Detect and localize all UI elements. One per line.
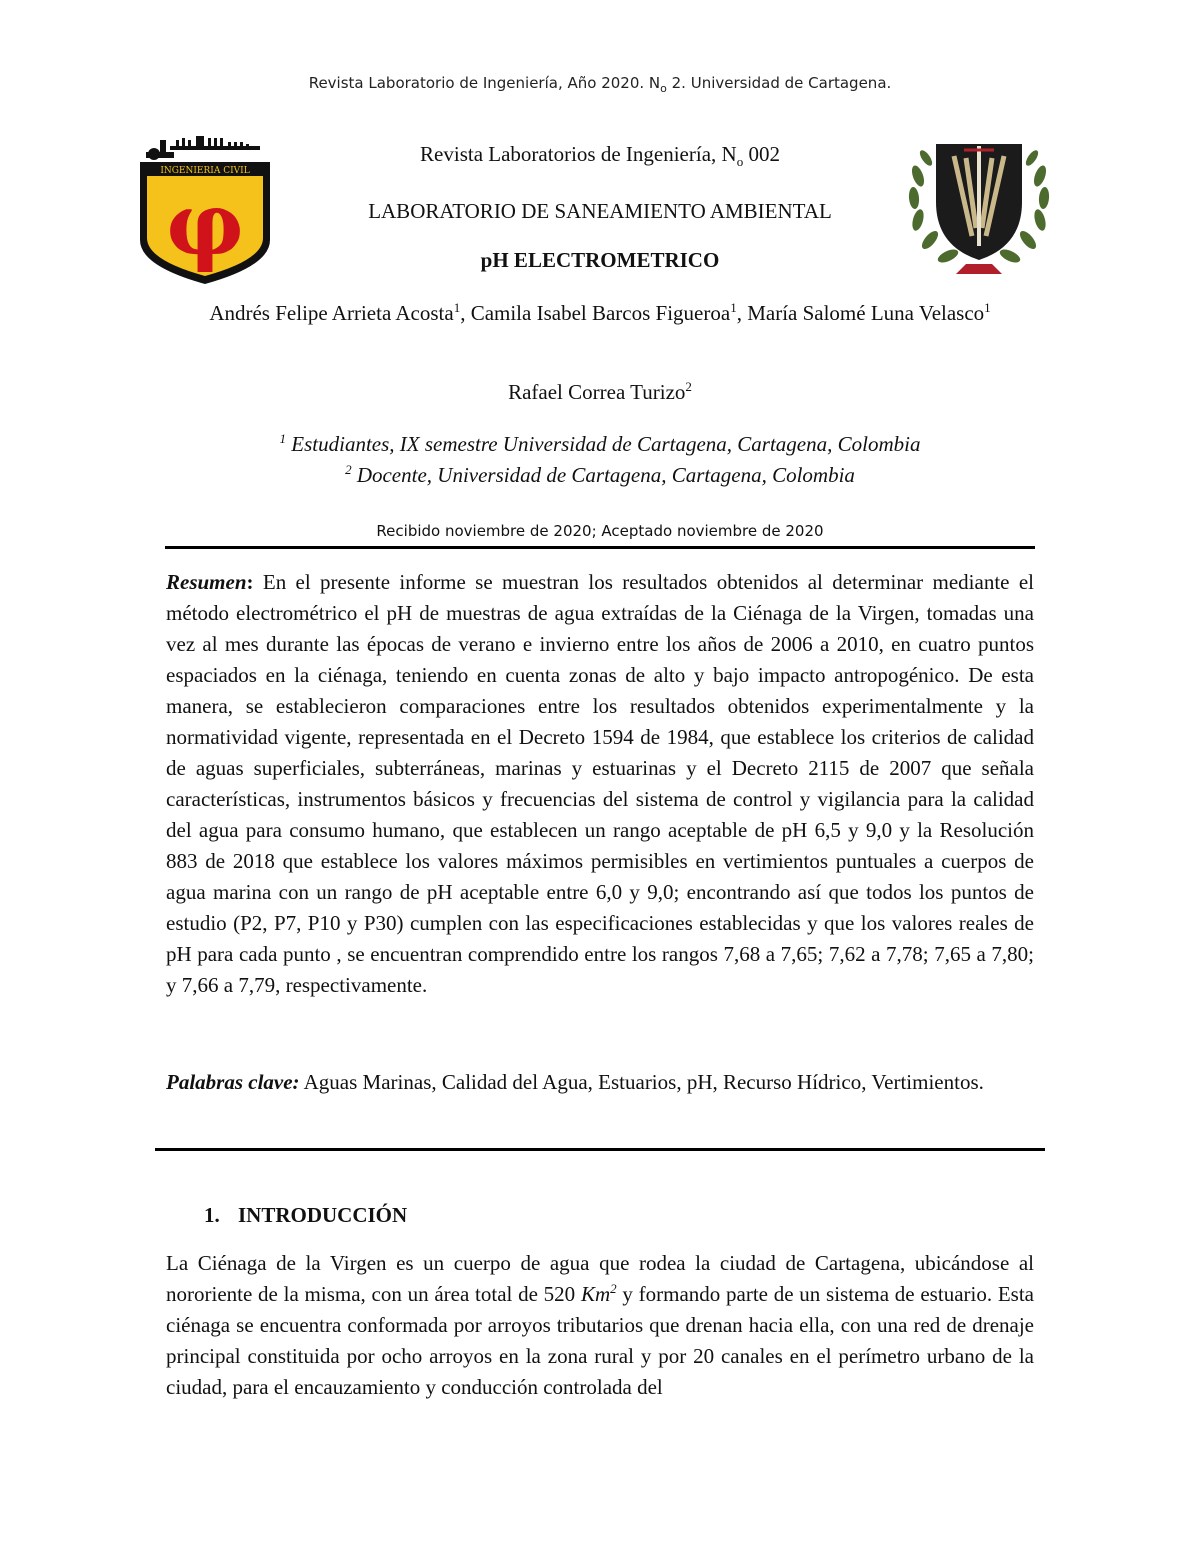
intro-paragraph: La Ciénaga de la Virgen es un cuerpo de agua que rodea la ciudad de Cartagena, ubicándose al nororiente de la misma, con un área total de 520 Km$^2$ y formando parte de un sistema de estuario. Esta ciénaga se encuentra conformada por arroyos tributarios que drenan hacia ella, con una red de drenaje principal constituida por ocho arroyos en la zona rural y por 20 canales en el perímetro urbano de la ciudad, para el encauzamiento y conducción controlada del [166, 1251, 1034, 1399]
author-2: Camila Isabel Barcos Figueroa [470, 301, 731, 325]
affiliation-2: $^2$ Docente, Universidad de Cartagena, Cartagena, Colombia [345, 462, 855, 487]
paper-title: pH ELECTROMETRICO [480, 248, 720, 272]
divider-top [165, 546, 1035, 549]
abstract: Resumen: En el presente informe se muestran los resultados obtenidos al determinar mediante el método electrométrico el pH de muestras de agua extraídas de la Ciénaga de la Virgen, tomadas una vez al mes durante las épocas de verano e invierno entre los años de 2006 a 2010, en cuatro puntos espaciados en la ciénaga, teniendo en cuenta zonas de alto y bajo impacto antropogénico. De esta manera, se establecieron comparaciones entre los resultados obtenidos experimentalmente y la normatividad vigente, representada en el Decreto 1594 de 1984, que establece los criterios de calidad de aguas superficiales, subterráneas, marinas y estuarinas y el Decreto 2115 de 2007 que señala características, instrumentos básicos y frecuencias del sistema de control y vigilancia para la calidad del agua para consumo humano, que establecen un rango aceptable de pH 6,5 y 9,0 y la Resolución 883 de 2018 que establece los valores máximos permisibles en vertimientos puntuales a cuerpos de agua marina con un rango de pH aceptable entre 6,0 y 9,0; encontrando así que todos los puntos de estudio (P2, P7, P10 y P30) cumplen con las especificaciones establecidas y que los valores reales de pH para cada punto , se encuentran comprendido entre los rangos 7,68 a 7,65; 7,62 a 7,78; 7,65 a 7,80; y 7,66 a 7,79, respectivamente. [166, 570, 1034, 997]
journal-line: Revista Laboratorios de Ingeniería, $N_o$ 002 [420, 142, 780, 169]
keywords-label: Palabras clave: [166, 1070, 300, 1094]
keywords [166, 1067, 1034, 1098]
author-list: Andrés Felipe Arrieta Acosta$^1$, Camila Isabel Barcos Figueroa$^1$, María Salomé Luna Velasco$^1$ [209, 300, 991, 325]
divider-bottom [155, 1148, 1045, 1151]
keywords-text: Aguas Marinas, Calidad del Agua, Estuarios, pH, Recurso Hídrico, Vertimientos. [299, 1070, 984, 1094]
author-3: María Salomé Luna Velasco [747, 301, 985, 325]
advisor: Rafael Correa Turizo$^2$ [508, 379, 692, 404]
phi-symbol-icon: φ [166, 174, 244, 275]
section-title: INTRODUCCIÓN [238, 1203, 408, 1227]
abstract-label: Resumen [166, 570, 247, 594]
section-heading [204, 1203, 407, 1228]
laboratory-name: LABORATORIO DE SANEAMIENTO AMBIENTAL [368, 199, 832, 223]
logo-text: INGENIERIA CIVIL [160, 166, 250, 176]
author-1: Andrés Felipe Arrieta Acosta [209, 301, 454, 325]
received-dates: Recibido noviembre de 2020; Aceptado noviembre de 2020 [376, 522, 824, 540]
affiliation-1: $^1$ Estudiantes, IX semestre Universidad de Cartagena, Cartagena, Colombia [279, 431, 921, 456]
abstract-text: En el presente informe se muestran los resultados obtenidos al determinar mediante el método electrométrico el pH de muestras de agua extraídas de la Ciénaga de la Virgen, tomadas una vez al mes durante las épocas de verano e invierno entre los años de 2006 a 2010, en cuatro puntos espaciados en la ciénaga, teniendo en cuenta zonas de alto y bajo impacto antropogénico. De esta manera, se establecieron comparaciones entre los resultados obtenidos experimentalmente y la normatividad vigente, representada en el Decreto 1594 de 1984, que establece los criterios de calidad de aguas superficiales, subterráneas, marinas y estuarinas y el Decreto 2115 de 2007 que señala características, instrumentos básicos y frecuencias del sistema de control y vigilancia para la calidad del agua para consumo humano, que establecen un rango aceptable de pH 6,5 y 9,0 y la Resolución 883 de 2018 que establece los valores máximos permisibles en vertimientos puntuales a cuerpos de agua marina con un rango de pH aceptable entre 6,0 y 9,0; encontrando así que todos los puntos de estudio (P2, P7, P10 y P30) cumplen con las especificaciones establecidas y que los valores reales de pH para cada punto , se encuentran comprendido entre los rangos 7,68 a 7,65; 7,62 a 7,78; 7,65 a 7,80; y 7,66 a 7,79, respectivamente. [166, 570, 1034, 997]
running-header: Revista Laboratorio de Ingeniería, Año 2020. $N_o$ 2. Universidad de Cartagena. [308, 74, 892, 95]
section-number: 1. [204, 1203, 220, 1227]
